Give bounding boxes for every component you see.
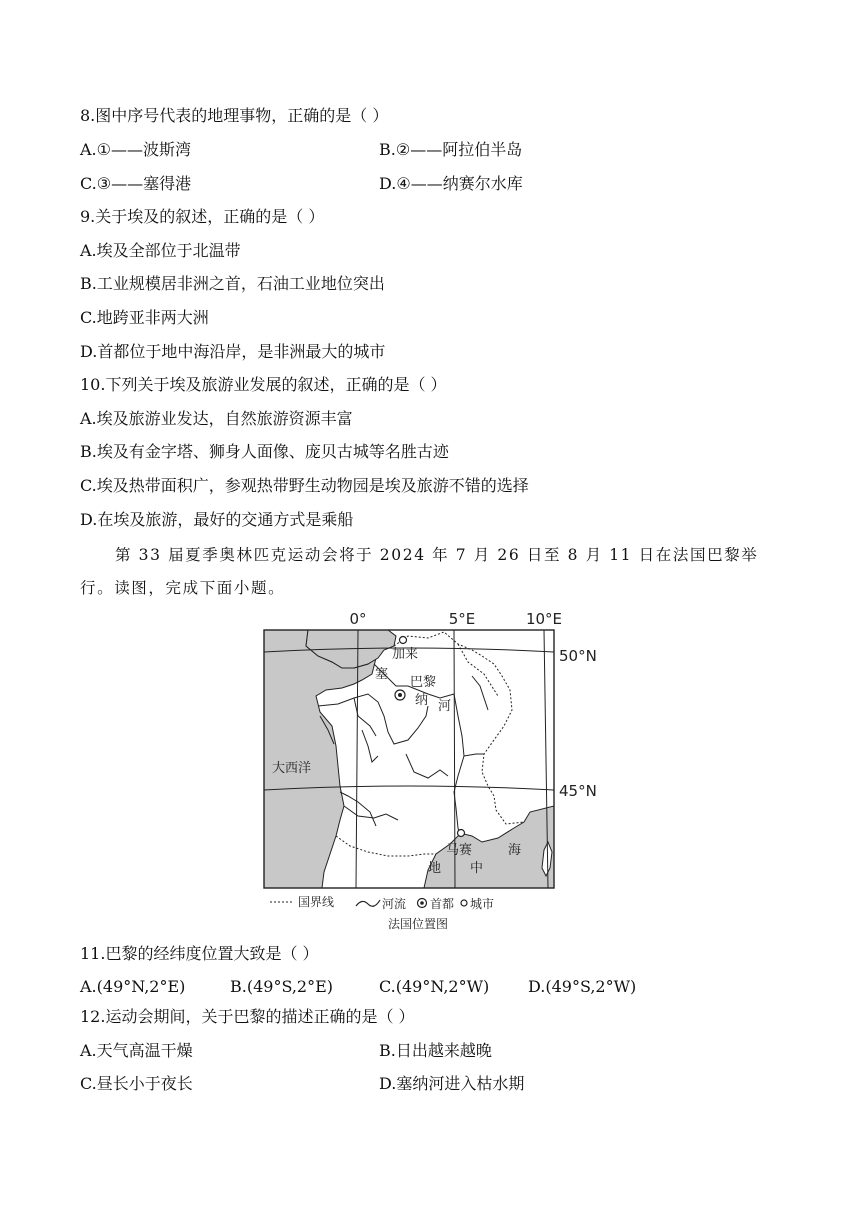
question-9-option-c: C.地跨亚非两大洲 xyxy=(80,308,209,327)
question-10-stem: 10.下列关于埃及旅游业发展的叙述，正确的是（ ） xyxy=(80,375,447,394)
legend-border-label: 国界线 xyxy=(298,895,335,909)
france-location-map xyxy=(258,606,600,938)
label-marseille: 马赛 xyxy=(446,843,473,858)
label-med-1: 地 xyxy=(428,861,442,876)
lon-label-10e: 10°E xyxy=(525,610,563,628)
legend-city-label: 城市 xyxy=(470,897,495,911)
label-seine-1: 塞 xyxy=(375,667,389,682)
marseille-city-icon xyxy=(458,830,465,837)
question-11-option-a: A.(49°N,2°E) xyxy=(80,977,186,996)
question-12-option-c: C.昼长小于夜长 xyxy=(80,1074,193,1093)
calais-city-icon xyxy=(400,637,407,644)
question-9-option-b: B.工业规模居非洲之首，石油工业地位突出 xyxy=(80,274,385,293)
label-seine-2: 纳 xyxy=(415,693,429,708)
legend-capital-dot xyxy=(420,901,424,905)
question-12-option-a: A.天气高温干燥 xyxy=(80,1041,193,1060)
lon-label-5e: 5°E xyxy=(448,610,476,628)
lat-label-50n: 50°N xyxy=(559,647,597,665)
label-med-3: 海 xyxy=(508,843,522,858)
question-10-option-a: A.埃及旅游业发达，自然旅游资源丰富 xyxy=(80,409,353,428)
legend-river-symbol xyxy=(356,900,380,906)
label-paris: 巴黎 xyxy=(410,675,437,690)
question-12-option-d: D.塞纳河进入枯水期 xyxy=(379,1074,525,1093)
question-10-option-b: B.埃及有金字塔、狮身人面像、庞贝古城等名胜古迹 xyxy=(80,442,449,461)
legend-capital-label: 首都 xyxy=(430,897,455,911)
map-caption: 法国位置图 xyxy=(387,917,449,931)
question-8-option-c: C.③——塞得港 xyxy=(80,174,192,193)
lat-label-45n: 45°N xyxy=(559,782,597,800)
question-8-option-b: B.②——阿拉伯半岛 xyxy=(379,140,523,159)
label-calais: 加来 xyxy=(392,647,419,662)
question-10-option-c: C.埃及热带面积广，参观热带野生动物园是埃及旅游不错的选择 xyxy=(80,476,529,495)
question-12-stem: 12.运动会期间，关于巴黎的描述正确的是（ ） xyxy=(80,1007,415,1026)
legend-city-icon xyxy=(461,900,467,906)
question-9-stem: 9.关于埃及的叙述，正确的是（ ） xyxy=(80,207,325,226)
label-atlantic: 大西洋 xyxy=(272,761,312,776)
section-intro: 第 33 届夏季奥林匹克运动会将于 2024 年 7 月 26 日至 8 月 11 日在法国巴黎举行。读图，完成下面小题。 xyxy=(80,546,759,597)
legend-river-label: 河流 xyxy=(382,897,407,911)
question-11-option-c: C.(49°N,2°W) xyxy=(379,977,490,996)
question-11-option-d: D.(49°S,2°W) xyxy=(528,977,637,996)
question-11-option-b: B.(49°S,2°E) xyxy=(230,977,334,996)
question-10-option-d: D.在埃及旅游，最好的交通方式是乘船 xyxy=(80,510,354,529)
question-8-stem: 8.图中序号代表的地理事物，正确的是（ ） xyxy=(80,106,389,125)
lon-label-0: 0° xyxy=(349,610,367,628)
label-seine-3: 河 xyxy=(438,699,452,714)
question-9-option-a: A.埃及全部位于北温带 xyxy=(80,241,241,260)
question-8-option-d: D.④——纳赛尔水库 xyxy=(379,174,523,193)
paris-capital-dot xyxy=(398,693,402,697)
question-9-option-d: D.首都位于地中海沿岸，是非洲最大的城市 xyxy=(80,342,386,361)
question-12-option-b: B.日出越来越晚 xyxy=(379,1041,492,1060)
label-med-2: 中 xyxy=(470,861,484,876)
question-8-option-a: A.①——波斯湾 xyxy=(80,140,191,159)
question-11-stem: 11.巴黎的经纬度位置大致是（ ） xyxy=(80,944,319,963)
